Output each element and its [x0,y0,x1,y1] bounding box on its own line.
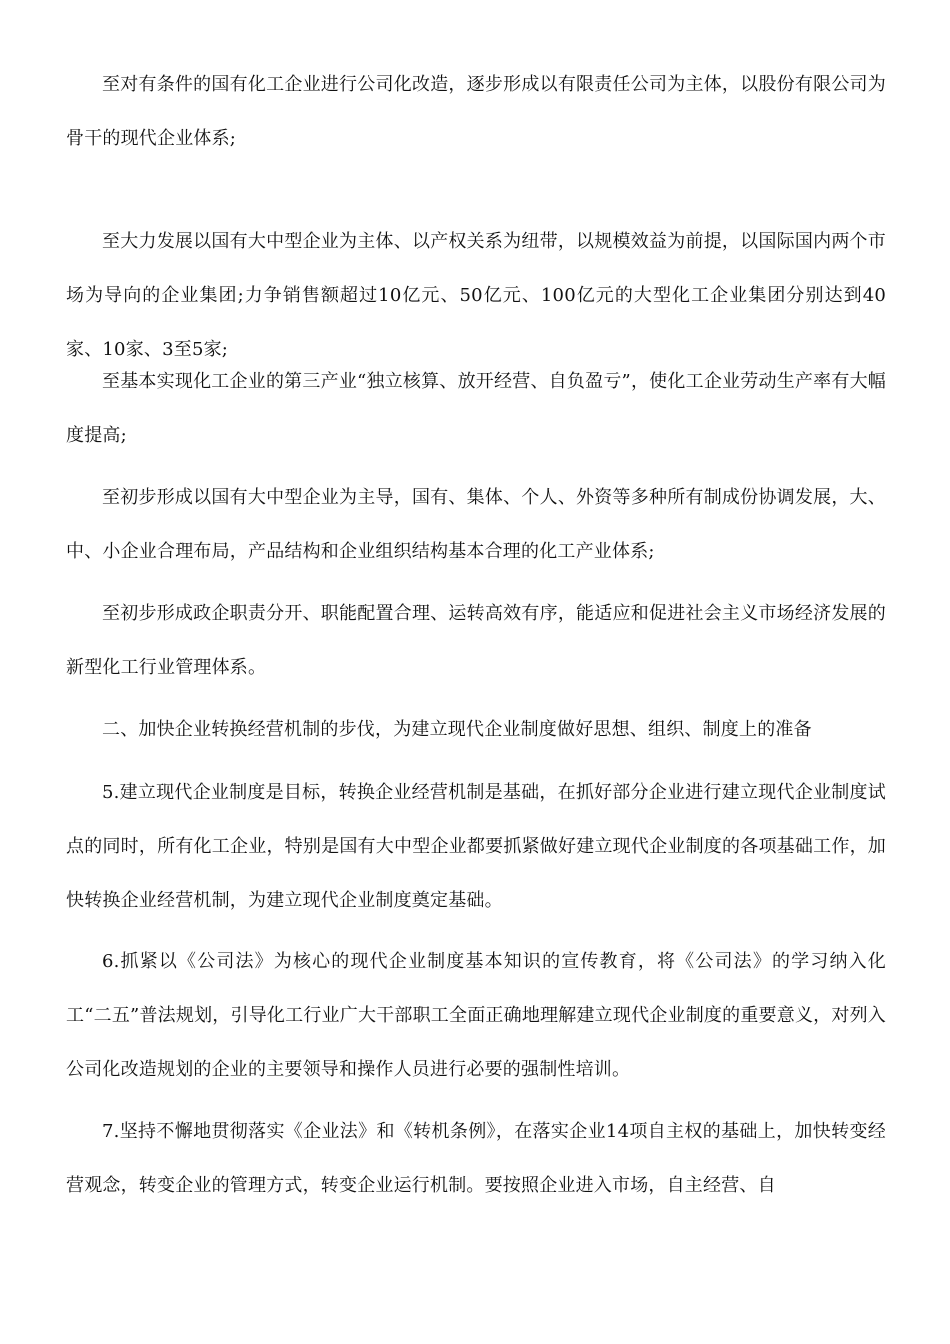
section-heading: 二、加快企业转换经营机制的步伐，为建立现代企业制度做好思想、组织、制度上的准备 [102,719,812,740]
paragraph-tertiary-industry: 至基本实现化工企业的第三产业“独立核算、放开经营、自负盈亏”，使化工企业劳动生产率有大幅度提高; [66,371,886,446]
paragraph-item-6: 6.抓紧以《公司法》为核心的现代企业制度基本知识的宣传教育，将《公司法》的学习纳入化工“二五”普法规划，引导化工行业广大干部职工全面正确地理解建立现代企业制度的重要意义，对列入公司化改造规划的企业的主要领导和操作人员进行必要的强制性培训。 [66,951,886,1080]
paragraph-industry-system: 至初步形成以国有大中型企业为主导，国有、集体、个人、外资等多种所有制成份协调发展，大、中、小企业合理布局，产品结构和企业组织结构基本合理的化工产业体系; [66,487,886,562]
paragraph-enterprise-groups: 至大力发展以国有大中型企业为主体、以产权关系为纽带，以规模效益为前提，以国际国内两个市场为导向的企业集团;力争销售额超过10亿元、50亿元、100亿元的大型化工企业集团分别达到40家、10家、3至5家; [66,231,886,360]
paragraph-item-7: 7.坚持不懈地贯彻落实《企业法》和《转机条例》，在落实企业14项自主权的基础上，加快转变经营观念，转变企业的管理方式，转变企业运行机制。要按照企业进入市场，自主经营、自 [66,1121,886,1196]
paragraph-item-5: 5.建立现代企业制度是目标，转换企业经营机制是基础，在抓好部分企业进行建立现代企业制度试点的同时，所有化工企业，特别是国有大中型企业都要抓紧做好建立现代企业制度的各项基础工作，加快转换企业经营机制，为建立现代企业制度奠定基础。 [66,782,886,911]
paragraph-company-reform: 至对有条件的国有化工企业进行公司化改造，逐步形成以有限责任公司为主体，以股份有限公司为骨干的现代企业体系; [66,74,886,149]
paragraph-management-system: 至初步形成政企职责分开、职能配置合理、运转高效有序，能适应和促进社会主义市场经济发展的新型化工行业管理体系。 [66,603,886,678]
